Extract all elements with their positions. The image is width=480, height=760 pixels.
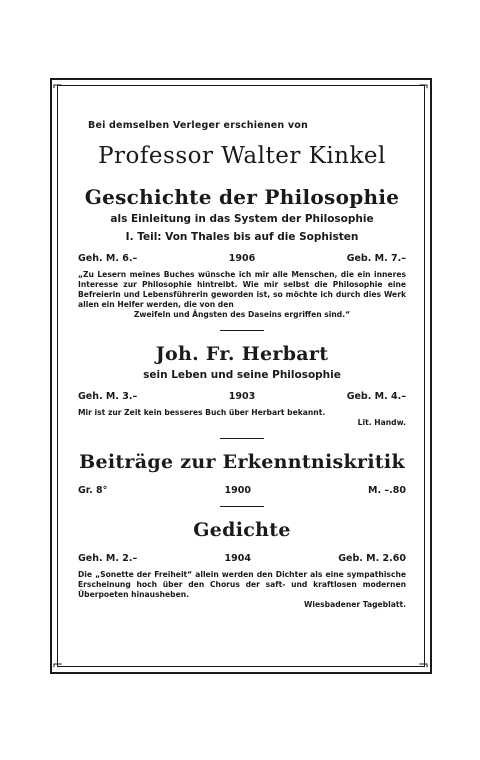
book-entry-geschichte xyxy=(78,185,406,320)
price-row xyxy=(78,553,406,564)
book-entry-beitraege xyxy=(78,451,406,496)
separator-rule xyxy=(220,330,264,331)
book-subtitle: sein Leben und seine Philosophie xyxy=(143,369,341,381)
book-title: Beiträge zur Erkenntniskritik xyxy=(79,451,405,473)
author-quote-end: Zweifeln und Ängsten des Daseins ergriffen sind.“ xyxy=(133,310,351,319)
price-bound: Geb. M. 4.– xyxy=(346,391,406,402)
publication-year: 1903 xyxy=(228,391,256,402)
advertisement-content xyxy=(78,120,406,610)
publication-year: 1904 xyxy=(224,553,251,564)
review-source: Lit. Handw. xyxy=(357,418,406,427)
review-source: Wiesbadener Tageblatt. xyxy=(304,600,406,609)
separator-rule xyxy=(220,506,264,507)
book-entry-gedichte xyxy=(78,519,406,610)
author-name: Professor Walter Kinkel xyxy=(98,143,386,169)
book-title: Joh. Fr. Herbart xyxy=(155,343,329,365)
separator-rule xyxy=(220,438,264,439)
price-paperback: Geh. M. 3.– xyxy=(78,391,138,402)
corner-ornament-bottom-right: ¬ xyxy=(418,658,429,673)
price-bound: Geb. M. 2.60 xyxy=(338,553,406,564)
price-row xyxy=(78,391,406,402)
price-bound: Geb. M. 7.– xyxy=(346,253,406,264)
corner-ornament-top-left: ⌐ xyxy=(52,79,63,94)
publisher-line: Bei demselben Verleger erschienen von xyxy=(88,120,308,131)
book-title: Gedichte xyxy=(193,519,291,541)
corner-ornament-top-right: ¬ xyxy=(418,79,429,94)
book-format: Gr. 8° xyxy=(78,485,108,496)
publication-year: 1906 xyxy=(228,253,256,264)
author-quote: „Zu Lesern meines Buches wünsche ich mir alle Menschen, die ein inneres Interesse zur Philosophie hintreibt. Wie mir selbst die Philosophie eine Befreierin und Lebensführerin geworden ist, so möchte ich durch dies Werk allen ein Helfer werden, die von den xyxy=(78,270,406,309)
book-part: I. Teil: Von Thales bis auf die Sophisten xyxy=(125,231,359,243)
book-entry-herbart xyxy=(78,343,406,428)
price-paperback: Geh. M. 2.– xyxy=(78,553,138,564)
price-paperback: Geh. M. 6.– xyxy=(78,253,138,264)
price: M. –.80 xyxy=(368,485,406,496)
publication-year: 1900 xyxy=(224,485,251,496)
review-text: Die „Sonette der Freiheit“ allein werden den Dichter als eine sympathische Erscheinung hoch über den Chorus der saft- und kraftlosen modernen Überpoeten hinausheben. xyxy=(78,570,406,599)
corner-ornament-bottom-left: ⌐ xyxy=(52,658,63,673)
price-row xyxy=(78,485,406,496)
price-row xyxy=(78,253,406,264)
review-text: Mir ist zur Zeit kein besseres Buch über Herbart bekannt. xyxy=(78,408,326,417)
book-title: Geschichte der Philosophie xyxy=(84,185,400,209)
book-subtitle: als Einleitung in das System der Philosophie xyxy=(110,213,374,225)
